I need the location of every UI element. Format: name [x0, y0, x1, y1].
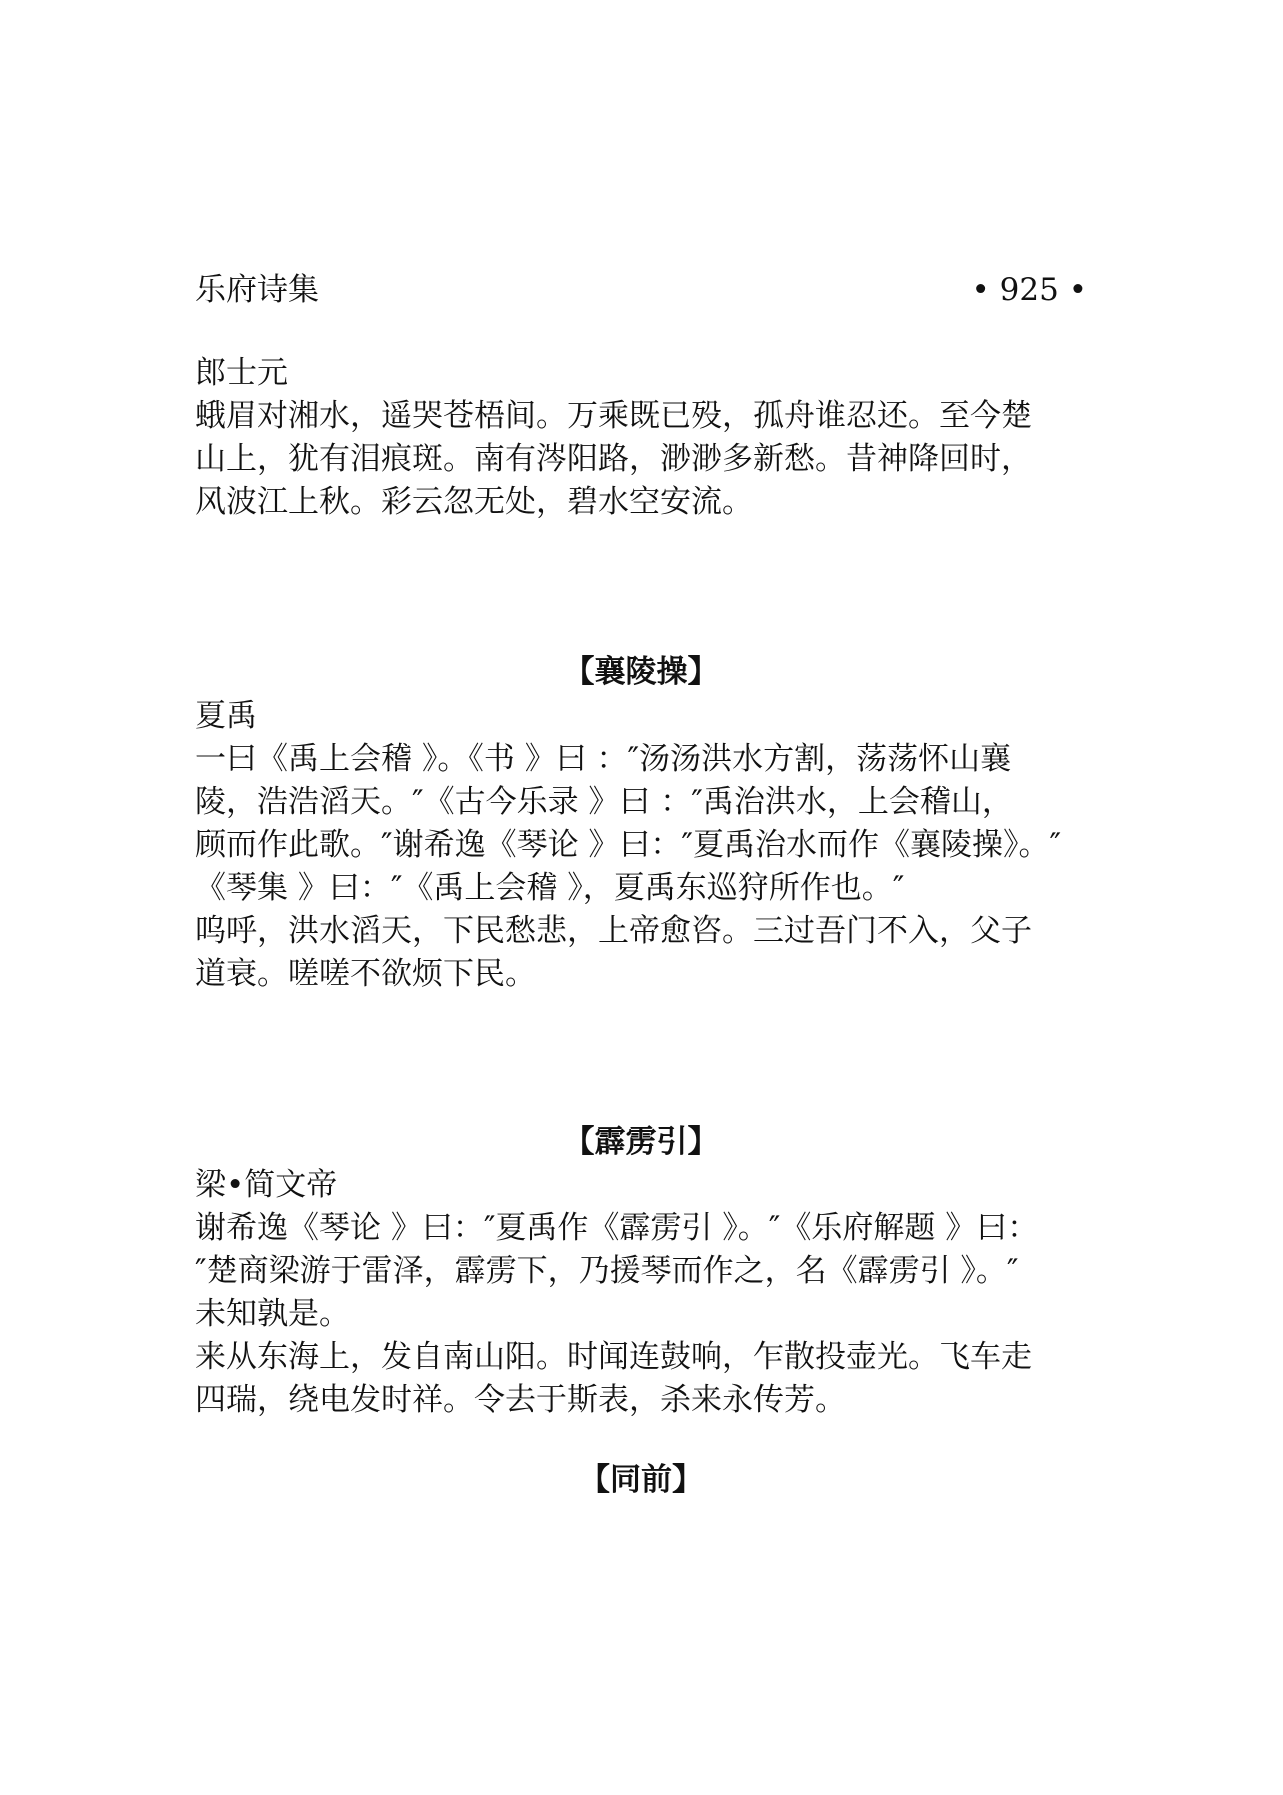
poem-line: 来从东海上，发自南山阳。时闻连鼓响，乍散投壶光。飞车走 [195, 1339, 1032, 1375]
poem-langshiyuan [195, 352, 1087, 524]
poem-line: 呜呼，洪水滔天，下民愁悲，上帝愈咨。三过吾门不入，父子 [195, 913, 1032, 949]
section-title-pili: 【霹雳引】 [563, 1124, 719, 1160]
section-author: 梁•简文帝 [195, 1167, 338, 1203]
poem-author: 郎士元 [195, 355, 288, 391]
poem-line: 风波江上秋。彩云忽无处，碧水空安流。 [195, 484, 753, 520]
section-author: 夏禹 [195, 698, 257, 734]
poem-line: 道衰。嗟嗟不欲烦下民。 [195, 956, 536, 992]
section-title-xiangling: 【襄陵操】 [563, 654, 719, 690]
poem-line: 山上，犹有泪痕斑。南有涔阳路，渺渺多新愁。昔神降回时， [195, 441, 1032, 477]
preface-line: 陵，浩浩滔天。″《古今乐录 》曰 ：″禹治洪水，上会稽山， [195, 784, 1013, 820]
poem-line: 蛾眉对湘水，遥哭苍梧间。万乘既已殁，孤舟谁忍还。至今楚 [195, 398, 1032, 434]
preface-line: 未知孰是。 [195, 1296, 350, 1332]
preface-line: 《琴集 》曰：″《禹上会稽 》，夏禹东巡狩所作也。″ [195, 870, 905, 906]
preface-line: 谢希逸《琴论 》曰：″夏禹作《霹雳引 》。″《乐府解题 》曰： [195, 1210, 1039, 1246]
section-xiangling [195, 695, 1087, 996]
section-title-tongqian: 【同前】 [579, 1462, 703, 1498]
section-pili [195, 1164, 1087, 1422]
page-number: • 925 • [971, 272, 1087, 308]
preface-line: 顾而作此歌。″谢希逸《琴论 》曰：″夏禹治水而作《襄陵操》。″ [195, 827, 1062, 863]
book-title: 乐府诗集 [195, 272, 319, 308]
page-header [195, 268, 1087, 312]
preface-line: 一曰《禹上会稽 》。《书 》曰 ：″汤汤洪水方割，荡荡怀山襄 [195, 741, 1012, 777]
poem-line: 四瑞，绕电发时祥。令去于斯表，杀来永传芳。 [195, 1382, 846, 1418]
preface-line: ″楚商梁游于雷泽，霹雳下，乃援琴而作之，名《霹雳引 》。″ [195, 1253, 1019, 1289]
